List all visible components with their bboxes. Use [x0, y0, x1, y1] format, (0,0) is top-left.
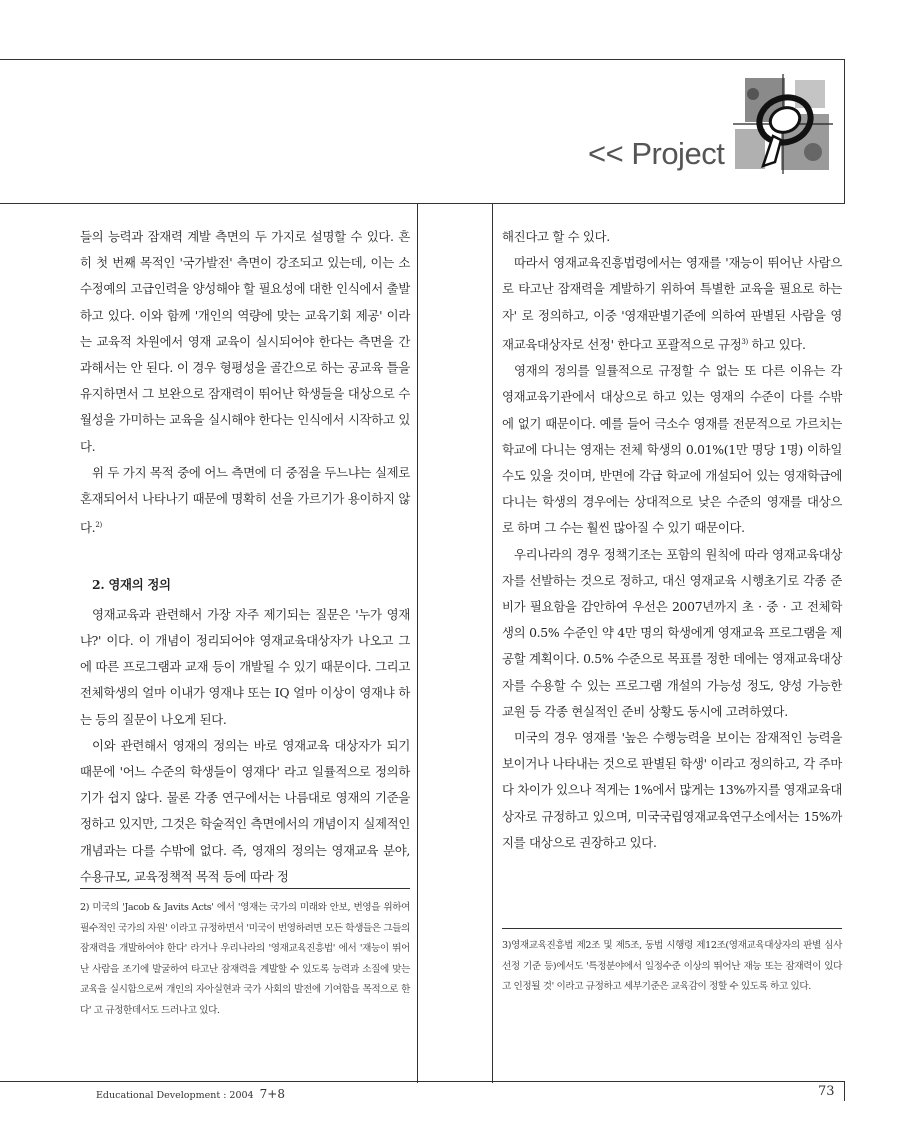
column-divider-left — [417, 203, 418, 1083]
page-number: 73 — [818, 1084, 835, 1099]
header-top-rule — [0, 59, 845, 60]
left-paragraph-4: 이와 관련해서 영재의 정의는 바로 영재교육 대상자가 되기 때문에 '어느 수준의 학생들이 영재다' 라고 일률적으로 정의하기가 쉽지 않다. 물론 각종 연구에서는 나름대로 영재의 기준을 정하고 있지만, 그것은 학술적인 측면에서의 개념이지 실제적인 개념과는 다를 수밖에 없다. 즉, 영재의 정의는 영재교육 분야, 수용규모, 교육정책적 목적 등에 따라 정 — [80, 737, 410, 884]
right-paragraph-5: 미국의 경우 영재를 '높은 수행능력을 보이는 잠재적인 능력을 보이거나 나타내는 것으로 판별된 학생' 이라고 정의하고, 각 주마다 차이가 있으나 적게는 1%에서 많게는 13%까지를 영재교육대상자로 규정하고 있으며, 미국국립영재교육연구소에서는 15%까지를 대상으로 권장하고 있다. — [502, 729, 842, 850]
footer-top-rule — [0, 1081, 845, 1082]
left-column — [80, 224, 410, 890]
section-heading: 2. 영재의 정의 — [92, 576, 171, 592]
right-paragraph-2-text-b: 하고 있다. — [747, 336, 806, 352]
footnote-ref-3: 3) — [741, 337, 748, 346]
footer-issue: 7+8 — [259, 1087, 285, 1101]
footnote-left — [80, 898, 410, 1021]
footnote-3-text: 3)영재교육진흥법 제2조 및 제5조, 동법 시행령 제12조(영재교육대상자의 판별 심사 선정 기준 등)에서도 '특정분야에서 일정수준 이상의 뛰어난 재능 또는 잠재력이 있다고 인정될 것' 이라고 규정하고 세부기준은 교육감이 정할 수 있도록 하고 있다. — [502, 940, 842, 992]
footnote-right — [502, 936, 842, 998]
right-paragraph-4: 우리나라의 경우 정책기조는 포함의 원칙에 따라 영재교육대상자를 선발하는 것으로 정하고, 대신 영재교육 시행초기로 각종 준비가 필요함을 감안하여 우선은 2007년까지 초 · 중 · 고 전체학생의 0.5% 수준인 약 4만 명의 학생에게 영재교육 프로그램을 제공할 계획이다. 0.5% 수준으로 목표를 정한 데에는 영재교육대상자를 수용할 수 있는 프로그램 개설의 가능성 정도, 양성 가능한 교원 등 각종 현실적인 준비 상황도 동시에 고려하였다. — [502, 546, 842, 719]
right-paragraph-2-text-a: 따라서 영재교육진흥법령에서는 영재를 '재능이 뛰어난 사람으로 타고난 잠재력을 계발하기 위하여 특별한 교육을 필요로 하는 자' 로 정의하고, 이중 '영재판별기준에 의하여 판별된 사람을 영재교육대상자로 선정' 한다고 포괄적으로 규정 — [502, 255, 842, 352]
footer-journal — [96, 1087, 285, 1101]
section-title: << Project — [588, 136, 725, 171]
project-logo-icon — [733, 74, 833, 174]
header-right-rule — [844, 59, 845, 204]
footnote-2-text: 2) 미국의 'Jacob & Javits Acts' 에서 '영재는 국가의 미래와 안보, 번영을 위하여 필수적인 국가의 자원' 이라고 규정하면서 '미국이 번영하려면 모든 학생들은 그들의 잠재력을 개발하여야 한다' 라거나 우리나라의 '영재교육진흥법' 에서 '재능이 뛰어난 사람을 조기에 발굴하여 타고난 잠재력을 계발할 수 있도록 능력과 소질에 맞는 교육을 실시함으로써 개인의 자아실현과 국가 사회의 발전에 기여함을 목적으로 한다' 고 규정한데서도 드러나고 있다. — [80, 902, 410, 1016]
footer-journal-name: Educational Development : 2004 — [96, 1090, 254, 1101]
right-column — [502, 224, 842, 856]
footer-right-rule — [844, 1081, 845, 1101]
column-divider-right — [492, 203, 493, 1083]
right-paragraph-2 — [502, 250, 842, 358]
right-footnote-rule — [502, 928, 842, 929]
footnote-ref-2: 2) — [95, 521, 102, 530]
left-paragraph-1: 들의 능력과 잠재력 계발 측면의 두 가지로 설명할 수 있다. 흔히 첫 번째 목적인 '국가발전' 측면이 강조되고 있는데, 이는 소수정예의 고급인력을 양성해야 할 필요성에 대한 인식에서 출발하고 있다. 이와 함께 '개인의 역량에 맞는 교육기회 제공' 이라는 교육적 차원에서 영재 교육이 실시되어야 한다는 측면을 간과해서는 안 된다. 이 경우 형평성을 골간으로 하는 공교육 틀을 유지하면서 그 보완으로 잠재력이 뛰어난 학생들을 대상으로 수월성을 가미하는 교육을 실시해야 한다는 인식에서 시작하고 있다. — [80, 229, 410, 454]
left-paragraph-2 — [80, 460, 410, 542]
left-paragraph-3: 영재교육과 관련해서 가장 자주 제기되는 질문은 '누가 영재냐?' 이다. 이 개념이 정리되어야 영재교육대상자가 나오고 그에 따른 프로그램과 교재 등이 개발될 수 있기 때문이다. 그리고 전체학생의 얼마 이내가 영재냐 또는 IQ 얼마 이상이 영재냐 하는 등의 질문이 나오게 된다. — [80, 606, 410, 727]
left-paragraph-2-text: 위 두 가지 목적 중에 어느 측면에 더 중점을 두느냐는 실제로 혼재되어서 나타나기 때문에 명확히 선을 가르기가 용이하지 않다. — [80, 464, 410, 536]
right-paragraph-3: 영재의 정의를 일률적으로 규정할 수 없는 또 다른 이유는 각 영재교육기관에서 대상으로 하고 있는 영재의 수준이 다를 수밖에 없기 때문이다. 예를 들어 극소수 영재를 전문적으로 가르치는 학교에 다니는 영재는 전체 학생의 0.01%(1만 명당 1명) 이하일 수도 있을 것이며, 반면에 각급 학교에 개설되어 있는 영재학급에 다니는 학생의 경우에는 상대적으로 낮은 수준의 영재를 대상으로 하며 그 수는 훨씬 많아질 수 있기 때문이다. — [502, 363, 842, 536]
header-bottom-rule — [0, 203, 845, 204]
right-paragraph-1: 해진다고 할 수 있다. — [502, 229, 610, 244]
